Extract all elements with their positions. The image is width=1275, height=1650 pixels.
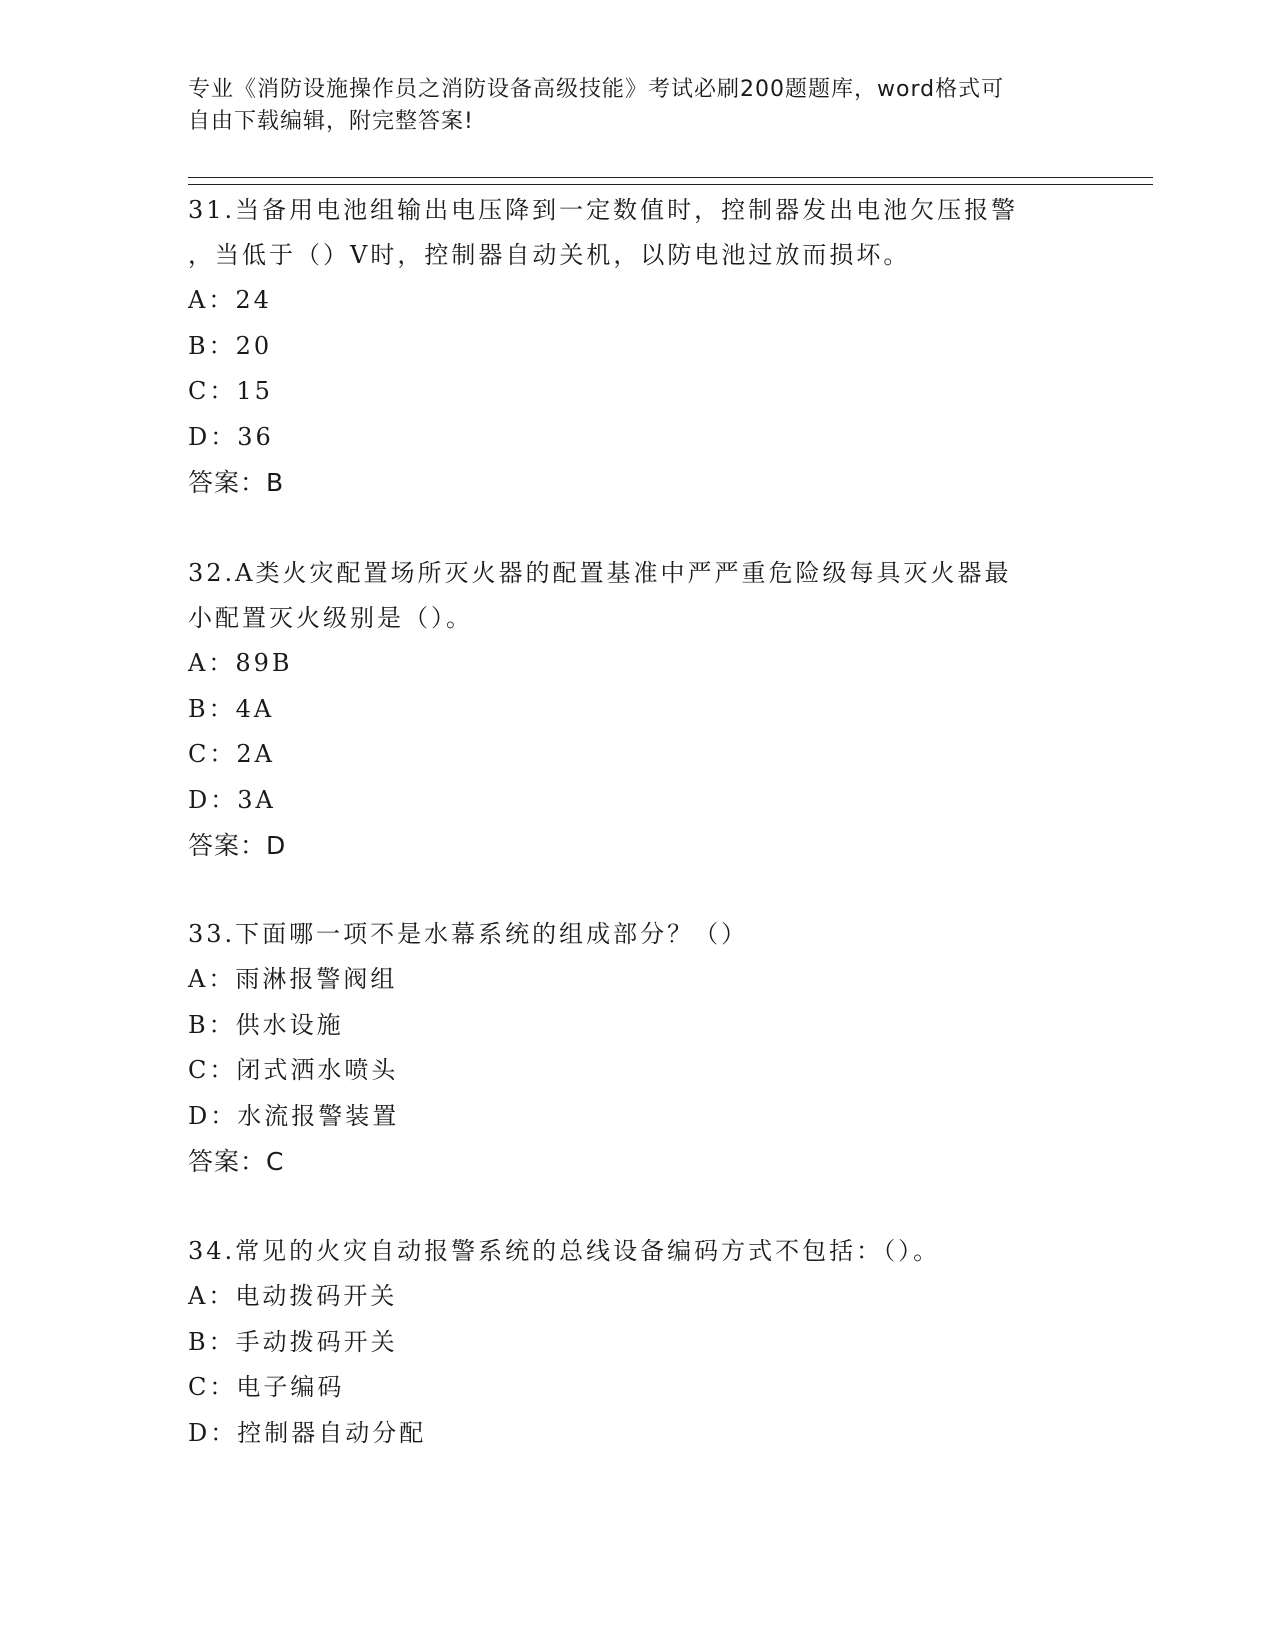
header-divider-bottom <box>188 184 1153 185</box>
header-line-1: 专业《消防设施操作员之消防设备高级技能》考试必刷200题题库，word格式可 <box>188 77 1005 102</box>
option-d: D：水流报警装置 <box>188 1101 400 1130</box>
option-c: C：15 <box>188 377 273 405</box>
question-31 <box>188 188 1088 505</box>
question-stem <box>188 551 1088 641</box>
question-stem-line: ，当低于（）V时，控制器自动关机，以防电池过放而损坏。 <box>188 241 911 269</box>
question-33 <box>188 912 1088 1184</box>
document-header <box>188 74 1068 138</box>
answer-text: 答案：C <box>188 1147 285 1176</box>
option-b: B：4A <box>188 694 275 723</box>
option-d: D：36 <box>188 422 274 451</box>
option-c: C：电子编码 <box>188 1373 345 1401</box>
question-stem <box>188 912 1088 957</box>
question-stem <box>188 1229 1088 1274</box>
option-a: A：89B <box>188 649 293 677</box>
question-stem-line: 小配置灭火级别是（）。 <box>188 604 473 632</box>
question-34 <box>188 1229 1088 1456</box>
answer-text: 答案：D <box>188 831 287 860</box>
answer-text: 答案：B <box>188 468 285 497</box>
header-divider-top <box>188 177 1153 178</box>
option-a: A：24 <box>188 286 272 314</box>
option-b: B：供水设施 <box>188 1010 344 1039</box>
option-b: B：手动拨码开关 <box>188 1327 398 1356</box>
question-stem-line: 32.A类火灾配置场所灭火器的配置基准中严严重危险级每具灭火器最 <box>188 559 1012 587</box>
header-line-2: 自由下载编辑，附完整答案! <box>188 109 474 134</box>
option-a: A：雨淋报警阀组 <box>188 965 398 993</box>
option-d: D：3A <box>188 785 276 814</box>
question-stem-line: 34.常见的火灾自动报警系统的总线设备编码方式不包括：（）。 <box>188 1237 941 1265</box>
option-b: B：20 <box>188 331 273 360</box>
question-stem-line: 31.当备用电池组输出电压降到一定数值时，控制器发出电池欠压报警 <box>188 196 1019 224</box>
option-d: D：控制器自动分配 <box>188 1418 427 1447</box>
question-stem-line: 33.下面哪一项不是水幕系统的组成部分？（） <box>188 920 749 948</box>
option-c: C：2A <box>188 740 275 768</box>
option-a: A：电动拨码开关 <box>188 1282 398 1310</box>
question-stem <box>188 188 1088 278</box>
option-c: C：闭式洒水喷头 <box>188 1056 399 1084</box>
question-32 <box>188 551 1088 868</box>
